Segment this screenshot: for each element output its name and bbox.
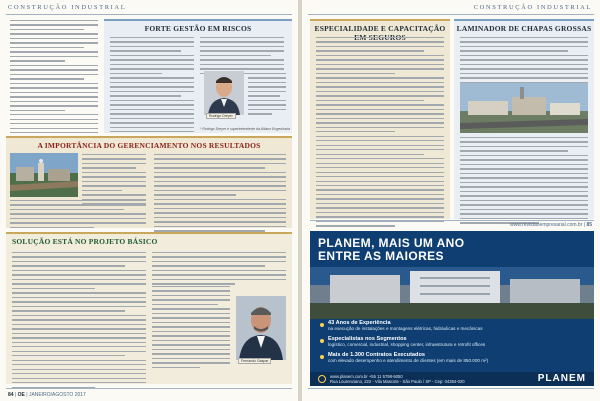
ad-feature-title: Mais de 1.300 Contratos Executados [328,351,425,358]
magazine-name: OE [17,392,25,398]
article-title: A IMPORTÂNCIA DO GERENCIAMENTO NOS RESULTADOS [37,141,261,150]
ad-feature-text: com elevado desempenho e atendimento de clientes (em mais de 850.000 m²) [328,358,489,364]
running-head: CONSTRUÇÃO INDUSTRIAL [8,4,127,11]
planem-logo: PLANEM [537,373,586,384]
article-text-column [152,286,230,371]
page-footer: 84 | OE | JANEIRO/AGOSTO 2017 [8,392,86,398]
ad-feature-text: na execução de instalações e montagens elétricas, hidráulicas e mecânicas [328,326,483,332]
portrait-photo [204,71,244,115]
footer-rule [6,388,292,389]
article-text-column [10,200,146,231]
article-box-forte-gestao [104,19,292,133]
author-credit: * Rodrigo Dreyer é superintendente da Allianz Engenharia [200,127,290,131]
article-text-column [12,252,146,391]
ad-headline [318,237,465,263]
ad-headline-line1: PLANEM, MAIS UM ANO [318,236,465,250]
issue-date: JANEIRO/AGOSTO 2017 [28,392,86,398]
ad-feature [320,337,585,348]
ad-feature-text: logístico, comercial, industrial, shopping center, infraestrutura e retrofit offices [328,342,486,348]
ad-contact-bar [310,372,594,386]
photo-caption: Fernando Gaspar [238,358,271,364]
article-box-solucao [6,232,292,384]
ad-features-list [320,321,585,368]
globe-icon [318,375,326,383]
bullet-icon [320,355,324,359]
article-box-gerenciamento [6,136,292,228]
industrial-site-photo [10,153,78,197]
photo-caption: Rodrigo Dreyer [206,113,236,119]
planem-advertisement[interactable] [310,231,594,386]
article-text-column [10,20,98,155]
article-title: FORTE GESTÃO EM RISCOS [144,24,252,33]
right-page [302,0,600,401]
article-text-column [460,137,588,227]
ad-feature [320,353,585,364]
ad-contact-line: www.planem.com.br +55 11 5798-5050 [330,374,403,379]
site-footer: www.revistaoempresarial.com.br | 85 [510,222,592,228]
header-rule [6,14,292,15]
ad-headline-line2: ENTRE AS MAIORES [318,249,444,263]
ad-address-line: Rua Lourenciano, 222 - Vila Mascote - São Paulo / SP - Cep: 04364-020 [330,379,465,384]
article-text-column [248,73,286,118]
article-title: ESPECIALIDADE E CAPACITAÇÃO [314,24,446,33]
ad-feature [320,321,585,332]
ad-feature-title: Especialistas nos Segmentos [328,335,407,342]
article-text-column [152,252,286,288]
article-title: LAMINADOR DE CHAPAS GROSSAS [456,24,592,33]
page-number: 84 [8,392,14,398]
bullet-icon [320,323,324,327]
article-box-capacitacao [310,19,450,219]
article-box-laminador [454,19,594,219]
article-text-column [316,37,444,230]
footer-rule [308,388,594,389]
ad-contact[interactable] [330,374,465,384]
left-page [0,0,298,401]
ad-building-photo [310,267,594,319]
ad-feature-title: 43 Anos de Experiência [328,320,391,326]
article-text-column [110,37,194,149]
running-head: CONSTRUÇÃO INDUSTRIAL [473,4,592,11]
section-rule [310,220,594,221]
portrait-photo [236,296,286,360]
website-url: www.revistaoempresarial.com.br [510,222,583,228]
bullet-icon [320,339,324,343]
page-number: 85 [586,222,592,228]
steel-mill-photo [460,83,588,133]
header-rule [308,14,594,15]
article-title: SOLUÇÃO ESTÁ NO PROJETO BÁSICO [12,237,158,246]
